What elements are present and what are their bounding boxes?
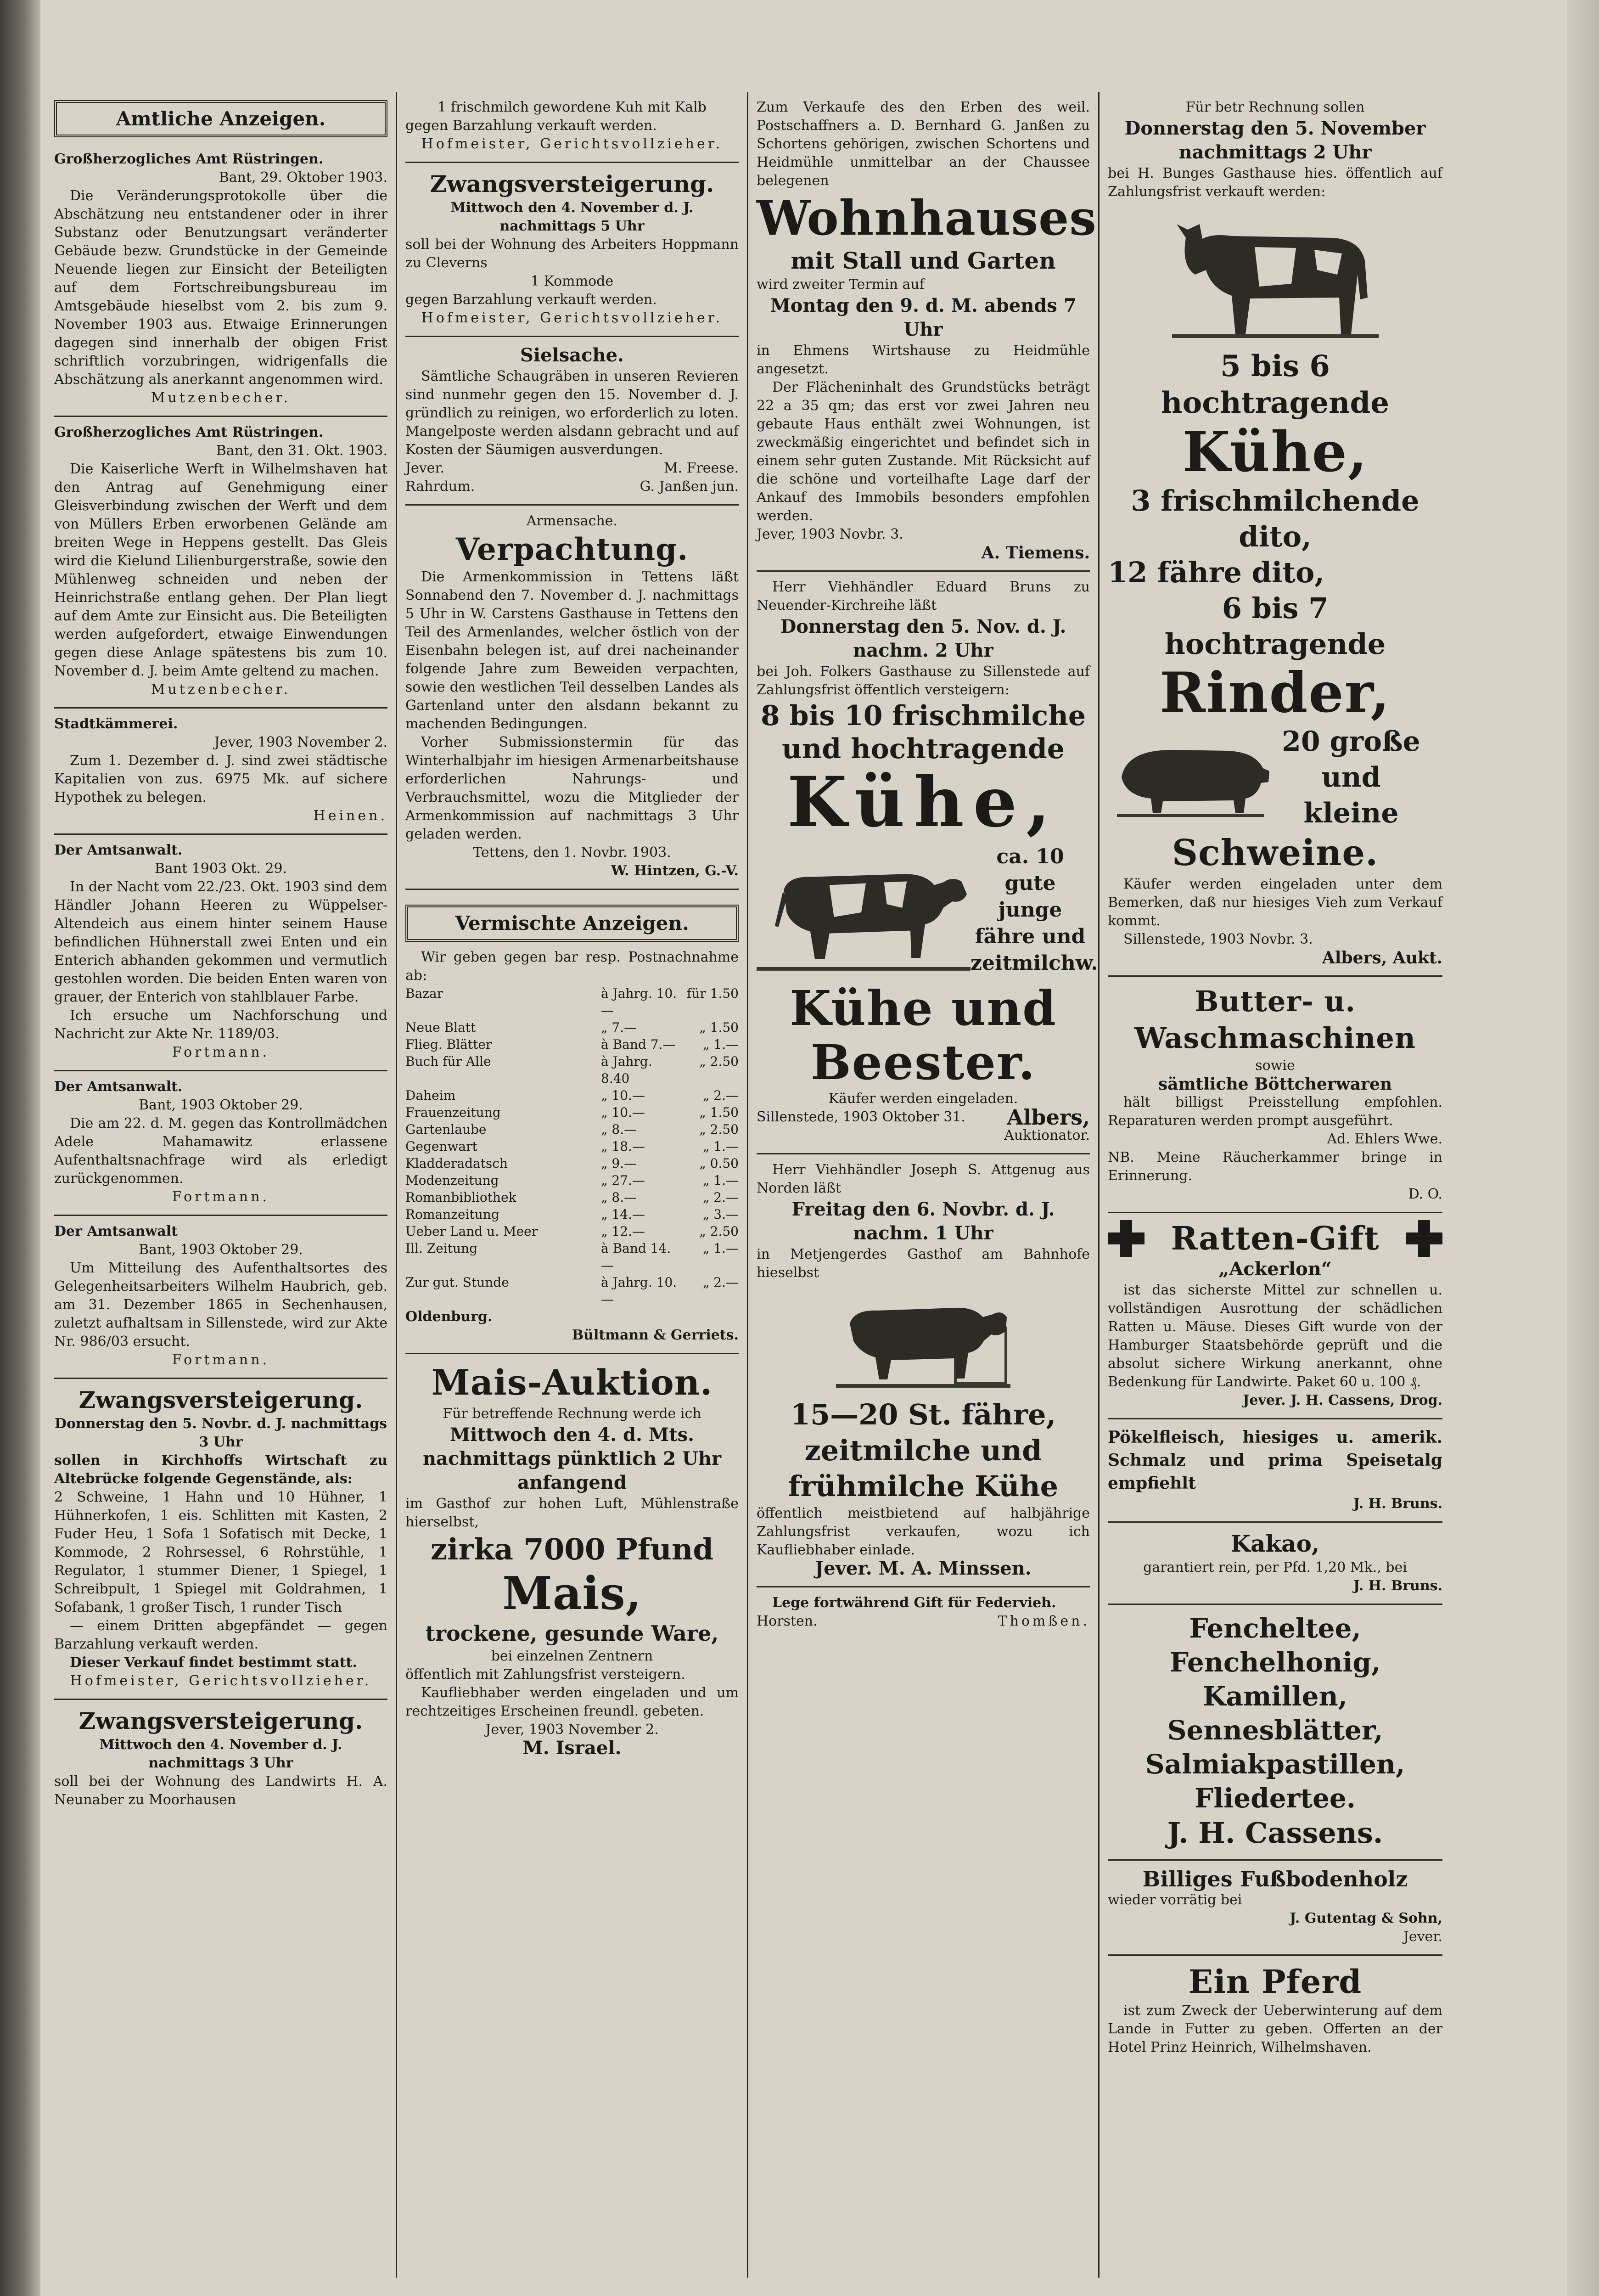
annual-price: à Jahrg. 10.— (601, 986, 677, 1018)
ad-text: Zum Verkaufe des den Erben des weil. Postschaffners a. D. Bernhard G. Janßen zu Schortens gehörigen, zwischen Schortens und Heidmühle unmittelbar an der Chaussee belegenen (757, 99, 1090, 189)
ad-pferd (1108, 1956, 1442, 2065)
ad-intro: Wir geben gegen bar resp. Postnachnahme ab: (405, 949, 739, 984)
notice-date: Bant, 1903 Oktober 29. (139, 1242, 303, 1258)
annual-price: „ 10.— (601, 1088, 645, 1103)
notice-signature: Mutzenbecher. (151, 681, 291, 698)
ad-line-4: 12 fähre dito, (1108, 556, 1324, 589)
ad-butter-waschmaschinen (1108, 977, 1442, 1213)
signature-row (405, 478, 739, 496)
annual-price: „ 8.— (601, 1190, 637, 1205)
ad-text-2: Käufer werden eingeladen unter dem Bemerken, daß nur hiesiges Vieh zum Verkauf kommt. (1108, 876, 1442, 929)
subscription-price: „ 1.— (702, 1241, 739, 1256)
magazine-name: Ueber Land u. Meer (405, 1224, 538, 1239)
ad-text: ist zum Zweck der Ueberwinterung auf dem Lande in Futter zu geben. Offerten an der Hotel Prinz Heinrich, Wilhelmshaven. (1108, 2003, 1442, 2055)
ad-text-2: wird zweiter Termin auf (757, 276, 925, 293)
auction-neunaber (54, 1700, 387, 1818)
notice-title: Verpachtung. (455, 531, 689, 567)
annual-price: à Band 7.— (601, 1037, 676, 1052)
notice-head: Der Amtsanwalt. (54, 1079, 183, 1095)
ad-text: garantiert rein, per Pfd. 1,20 Mk., bei (1143, 1559, 1407, 1576)
ad-line-2: Kühe, (1182, 420, 1368, 484)
notice-stadtkaemmerei (54, 709, 387, 835)
ad-date: Sillenstede, 1903 Novbr. 3. (1123, 931, 1313, 947)
place: Jever. (405, 460, 445, 476)
ad-title: Mais-Auktion. (431, 1362, 713, 1403)
price-row (405, 1121, 739, 1138)
ad-when: Montag den 9. d. M. abends 7 Uhr (770, 295, 1077, 340)
ad-big-1: 8 bis 10 frischmilche und hochtragende (761, 700, 1086, 765)
ad-title-row (1108, 1220, 1442, 1257)
ad-big-2: Kühe, (787, 762, 1060, 843)
signature: G. Janßen jun. (640, 478, 739, 495)
ad-item: Salmiakpastillen, (1145, 1749, 1405, 1780)
notice-amt-1 (54, 144, 387, 417)
notice-pre: Armensache. (526, 513, 618, 529)
notice-text: Sämtliche Schaugräben in unseren Revieren sind nunmehr gegen den 15. November d. J. gründlich zu reinigen, wo erforderlich zu loten. Mangelposte werden alsdann gebracht und auf Kosten der Säumigen ausverdungen. (405, 368, 739, 458)
magazine-name: Daheim (405, 1088, 456, 1103)
notice-signature: Fortmann. (172, 1189, 270, 1205)
cow-icon (1167, 206, 1383, 343)
ad-date: Jever, 1903 Novbr. 3. (757, 526, 903, 542)
notice-signature: W. Hintzen, G.-V. (611, 863, 739, 879)
auction-text: soll bei der Wohnung des Arbeiters Hoppmann zu Cleverns (405, 236, 739, 271)
ad-big-4: bei einzelnen Zentnern (491, 1648, 653, 1664)
column-1 (46, 92, 397, 2278)
auction-hoppmann (405, 163, 739, 337)
annual-price: „ 27.— (601, 1173, 645, 1188)
ad-date: Sillenstede, 1903 Oktober 31. (757, 1109, 965, 1125)
ad-when: Donnerstag den 5. November nachmittags 2 Uhr (1124, 118, 1426, 163)
subscription-price: „ 1.50 (699, 1105, 739, 1120)
column-3 (748, 92, 1100, 2278)
ad-cassens-tee (1108, 1605, 1442, 1861)
subscription-price: „ 2.— (702, 1275, 739, 1290)
auction-item: 1 Kommode (530, 273, 614, 289)
notice-amt-2 (54, 417, 387, 709)
notice-text: In der Nacht vom 22./23. Okt. 1903 sind dem Händler Johann Heeren zu Wüppelser-Altendeich aus einem hinter seinem Hause befindlichen Hühnerstall zwei Enten und ein Enterich abhanden gekommen und vermutlich gestohlen worden. Die beiden Enten waren von grauer, der Enterich von stahlblauer Farbe. (54, 879, 387, 1005)
column-2 (397, 92, 748, 2278)
notice-head: Der Amtsanwalt (54, 1223, 178, 1239)
ad-signature: Albers, Aukt. (1322, 948, 1442, 968)
auction-text: — einem Dritten abgepfändet — gegen Barzahlung verkauft werden. (54, 1618, 387, 1652)
magazine-name: Neue Blatt (405, 1020, 476, 1035)
price-row (405, 985, 739, 1019)
auction-when: Donnerstag den 5. Novbr. d. J. nachmittags 3 Uhr (54, 1416, 387, 1450)
section-header: Amtliche Anzeigen. (54, 100, 387, 137)
notice-signature: Fortmann. (172, 1352, 270, 1368)
magazine-name: Bazar (405, 986, 443, 1001)
ad-place: Oldenburg. (405, 1309, 493, 1325)
annual-price: „ 10.— (601, 1105, 645, 1120)
notice-head: Stadtkämmerei. (54, 716, 178, 732)
ad-text-2: öffentlich mit Zahlungsfrist versteigern. (405, 1666, 685, 1683)
ad-signature: Bültmann & Gerriets. (572, 1327, 739, 1343)
auction-where: sollen in Kirchhoffs Wirtschaft zu Altebrücke folgende Gegenstände, als: (54, 1452, 387, 1487)
page-edge (1567, 0, 1599, 2296)
ad-text: Für betreffende Rechnung werde ich (443, 1406, 701, 1422)
ad-title: Kakao, (1230, 1530, 1320, 1557)
auction-title: Zwangsversteigerung. (430, 170, 714, 197)
auction-signature: Hofmeister, Gerichtsvollzieher. (421, 310, 723, 326)
ad-text-3: Kaufliebhaber werden eingeladen und um rechtzeitiges Erscheinen freundl. gebeten. (405, 1685, 739, 1719)
cow-icon (836, 1287, 1010, 1392)
ad-line-8: Schweine. (1172, 832, 1379, 874)
magazine-name: Romanbibliothek (405, 1190, 516, 1205)
ad-ratten-gift (1108, 1213, 1442, 1419)
magazine-name: Romanzeitung (405, 1207, 499, 1222)
signature-row (757, 1612, 1090, 1631)
ad-big-3: Kühe und Beester. (790, 980, 1057, 1091)
magazine-name: Zur gut. Stunde (405, 1275, 509, 1290)
place: Rahrdum. (405, 478, 475, 495)
notice-text: Die Kaiserliche Werft in Wilhelmshaven hat den Antrag auf Genehmigung einer Gleisverbindung zwischen der Werft und dem von Müllers Erben erworbenen Gelände am breiten Wege in Heppens gestellt. Das Gleis wird die Kielund Lilienburgerstraße, sowie den Mühlenweg schneiden und neben der Heinrichstraße entlang gehen. Der Plan liegt auf dem Amte zur Einsicht aus. Die Beteiligten werden aufgefordert, etwaige Einwendungen gegen diese Anlage spätestens bis zum 10. November d. J. beim Amte geltend zu machen. (54, 461, 387, 679)
auction-when: Mittwoch den 4. November d. J. nachmittags 3 Uhr (99, 1737, 342, 1771)
notice-date: Bant 1903 Okt. 29. (154, 861, 287, 877)
ad-title: Wohnhauses (757, 190, 1097, 246)
price-row (405, 1087, 739, 1104)
ad-poekelfleisch (1108, 1419, 1442, 1523)
notice-text: Die Armenkommission in Tettens läßt Sonnabend den 7. November d. J. nachmittags 5 Uhr in W. Carstens Gasthause in Tettens den Teil des Armenlandes, welcher östlich von der Eisenbahn belegen ist, auf drei nacheinander folgende Jahre zum Beweiden verpachten, sowie den westlichen Teil desselben Landes als Gartenland unter den alsdann bekannt zu machenden Bedingungen. (405, 569, 739, 732)
ad-signature: J. H. Bruns. (1353, 1496, 1442, 1512)
ad-signature: J. H. Bruns. (1353, 1578, 1442, 1594)
pig-icon (1108, 732, 1273, 823)
auction-text: gegen Barzahlung verkauft werden. (405, 118, 657, 134)
price-row (405, 1223, 739, 1240)
notice-date: Bant, 1903 Oktober 29. (139, 1097, 303, 1113)
ad-side: ca. 10 gute junge fähre und zeitmilchw. (971, 845, 1098, 975)
ad-text: Lege fortwährend Gift für Federvieh. (772, 1595, 1056, 1611)
ad-wohnhaus (757, 92, 1097, 572)
price-row (405, 1138, 739, 1155)
notice-signature: Mutzenbecher. (151, 390, 291, 406)
auction-item: 1 frischmilch gewordene Kuh mit Kalb (438, 99, 707, 115)
subscription-price: „ 3.— (702, 1207, 739, 1222)
ad-line-6: Rinder, (1159, 660, 1391, 725)
ad-item: Fencheltee, (1189, 1613, 1361, 1644)
annual-price: „ 18.— (601, 1139, 645, 1154)
ad-text: Für betr Rechnung sollen (1185, 99, 1365, 115)
annual-price: à Band 14.— (601, 1241, 671, 1273)
auction-items: 2 Schweine, 1 Hahn und 10 Hühner, 1 Hühnerkofen, 1 eis. Schlitten mit Kasten, 2 Fuder Heu, 1 Sofa 1 Sofatisch mit Decke, 1 Kommode, 2 Rohrsessel, 6 Rohrstühle, 1 Regulator, 1 stummer Diener, 1 Spiegel, 1 Schreibpult, 1 Spiegel mit Goldrahmen, 1 Sofabank, 1 großer Tisch, 1 runder Tisch (54, 1489, 387, 1615)
ad-bruns-kuehe (757, 572, 1098, 1154)
annual-price: „ 8.— (601, 1122, 637, 1137)
annual-price: „ 14.— (601, 1207, 645, 1222)
price-row (405, 1274, 739, 1308)
notice-text-2: Ich ersuche um Nachforschung und Nachricht zur Akte Nr. 1189/03. (54, 1007, 387, 1042)
ad-where: im Gasthof zur hohen Luft, Mühlenstraße hierselbst, (405, 1496, 739, 1530)
ad-gift-federvieh (757, 1587, 1090, 1639)
subscription-price: „ 1.— (702, 1139, 739, 1154)
price-row (405, 1240, 739, 1274)
magazine-name: Buch für Alle (405, 1054, 491, 1069)
ad-title: Butter- u. Waschmaschinen (1134, 985, 1416, 1055)
ad-title: Ratten-Gift (1171, 1219, 1380, 1257)
magazine-name: Flieg. Blätter (405, 1037, 492, 1052)
price-row (405, 1155, 739, 1172)
ad-signature: M. Israel. (522, 1737, 622, 1759)
ad-item: Fliedertee. (1195, 1783, 1356, 1814)
ad-sub-2: sämtliche Böttcherwaren (1158, 1075, 1392, 1094)
notice-verpachtung (405, 506, 739, 890)
ad-text: Herr Viehhändler Eduard Bruns zu Neuender-Kirchreihe läßt (757, 579, 1090, 613)
ad-big-1: zirka 7000 Pfund (430, 1532, 714, 1567)
auction-when: Mittwoch den 4. November d. J. nachmittags 5 Uhr (450, 200, 694, 234)
auction-title: Zwangsversteigerung. (79, 1386, 363, 1413)
notice-signature: Heinen. (313, 808, 387, 824)
ad-when: Mittwoch den 4. d. Mts. nachmittags pünktlich 2 Uhr anfangend (422, 1424, 722, 1493)
auction-text: soll bei der Wohnung des Landwirts H. A. Neunaber zu Moorhausen (54, 1773, 387, 1808)
notice-amtsanwalt-3 (54, 1216, 387, 1379)
notice-amtsanwalt-2 (54, 1071, 387, 1216)
ad-text: Pökelfleisch, hiesiges u. amerik. Schmalz und prima Speisetalg empfiehlt (1108, 1428, 1442, 1493)
price-row (405, 1104, 739, 1121)
notice-signature: Fortmann. (172, 1044, 270, 1060)
annual-price: à Jahrg. 8.40 (601, 1054, 652, 1086)
notice-sielsache (405, 337, 739, 506)
subscription-price: „ 2.— (702, 1088, 739, 1103)
ad-where: bei H. Bunges Gasthause hies. öffentlich auf Zahlungsfrist verkauft werden: (1108, 165, 1442, 200)
magazine-name: Gegenwart (405, 1139, 477, 1154)
ad-nb-signature: D. O. (1408, 1186, 1442, 1202)
ad-text-3: Der Flächeninhalt des Grundstücks beträgt 22 a 35 qm; das erst vor zwei Jahren neu gebaute Haus enthält zwei Wohnungen, ist zweckmäßig eingerichtet und befindet sich in einem sehr guten Zustande. Mit Rücksicht auf die schöne und vorteilhafte Lage darf der Ankauf des Immobils besonders empfohlen werden. (757, 379, 1090, 524)
ad-title: Ein Pferd (1188, 1963, 1362, 2001)
ad-text: hält billigst Preisstellung empfohlen. Reparaturen werden prompt ausgeführt. (1108, 1094, 1442, 1129)
subscription-price: „ 2.50 (699, 1122, 739, 1137)
ad-when: Donnerstag den 5. Nov. d. J. nachm. 2 Uhr (780, 616, 1066, 661)
ad-subtitle: mit Stall und Garten (791, 247, 1056, 274)
ad-place: Jever. (1403, 1929, 1442, 1945)
notice-date: Jever, 1903 November 2. (214, 734, 387, 750)
ad-line-7: 20 große und kleine (1282, 726, 1420, 829)
auction-kuh (405, 92, 739, 163)
ad-mais-auktion (405, 1354, 739, 1766)
ad-item: Kamillen, (1203, 1681, 1347, 1712)
ad-role: Auktionator. (1004, 1127, 1090, 1143)
ad-where: in Ehmens Wirtshause zu Heidmühle angesetzt. (757, 343, 1090, 377)
ad-signature: Albers, (1007, 1105, 1090, 1130)
ad-when: Freitag den 6. Novbr. d. J. nachm. 1 Uhr (791, 1199, 1055, 1244)
signature: M. Freese. (663, 460, 739, 476)
auction-signature: Hofmeister, Gerichtsvollzieher. (421, 136, 723, 152)
ad-zeitschriften (405, 890, 739, 1354)
ad-where: in Metjengerdes Gasthof am Bahnhofe hieselbst (757, 1246, 1090, 1281)
annual-price: „ 12.— (601, 1224, 645, 1239)
ad-line-5: 6 bis 7 hochtragende (1164, 591, 1386, 661)
auction-note: Dieser Verkauf findet bestimmt statt. (70, 1654, 357, 1671)
ad-big-2: Mais, (502, 1567, 642, 1620)
price-row (405, 1053, 739, 1087)
annual-price: à Jahrg. 10.— (601, 1275, 677, 1307)
notice-date: Bant, 29. Oktober 1903. (219, 169, 387, 186)
ad-big-3: trockene, gesunde Ware, (425, 1621, 719, 1646)
notice-head: Großherzogliches Amt Rüstringen. (54, 424, 324, 440)
ad-item: Fenchelhonig, (1169, 1647, 1381, 1678)
ad-text: ist das sicherste Mittel zur schnellen u. vollständigen Ausrottung der schädlichen Ratten u. Mäuse. Dieses Gift wurde von der Hamburger Staatsbehörde geprüft und die absolut sichere Wirkung anerkannt, ohne Bedenkung für Landwirte. Paket 60 u. 100 ₰. (1108, 1282, 1442, 1390)
subscription-price: für 1.50 (686, 986, 739, 1001)
annual-price: „ 9.— (601, 1156, 637, 1171)
notice-amtsanwalt-1 (54, 835, 387, 1071)
ad-signature: A. Tiemens. (981, 543, 1090, 563)
ad-date: Jever, 1903 November 2. (485, 1722, 659, 1738)
ad-text: Herr Viehhändler Joseph S. Attgenug aus Norden läßt (757, 1162, 1090, 1196)
page-gutter (0, 0, 40, 2296)
ad-line-3: 3 frischmilchende dito, (1131, 484, 1419, 553)
price-row (405, 1019, 739, 1036)
ad-item: Sennesblätter, (1167, 1715, 1383, 1746)
ad-line-1: 5 bis 6 hochtragende (1161, 349, 1389, 420)
ad-nb: NB. Meine Räucherkammer bringe in Erinnerung. (1108, 1149, 1442, 1184)
ad-attgenug-kuehe (757, 1154, 1090, 1587)
magazine-name: Kladderadatsch (405, 1156, 508, 1171)
ad-signature: J. H. Cassens. (1167, 1816, 1383, 1850)
ad-sub: sowie (1255, 1058, 1295, 1074)
auction-title: Zwangsversteigerung. (79, 1707, 363, 1734)
price-table (405, 985, 739, 1308)
ad-big-1: 15—20 St. fähre, zeitmilche und frühmilche Kühe (788, 1398, 1059, 1503)
subscription-price: „ 2.50 (699, 1224, 739, 1239)
notice-date: Tettens, den 1. Novbr. 1903. (473, 844, 671, 861)
magazine-name: Modenzeitung (405, 1173, 499, 1188)
ad-signature: J. Gutentag & Sohn, (1290, 1910, 1442, 1926)
notice-text: Die am 22. d. M. gegen das Kontrollmädchen Adele Mahamawitz erlassene Aufenthaltsnachfrage wird als erledigt zurückgenommen. (54, 1115, 387, 1187)
notice-text-2: Vorher Submissionstermin für das Winterhalbjahr im hiesigen Armenarbeitshause erforderlichen Nahrungs- und Verbrauchsmittel, wozu die Mitglieder der Armenkommission auf nachmittags 3 Uhr geladen werden. (405, 734, 739, 842)
ad-signature: Jever. J. H. Cassens, Drog. (1243, 1392, 1442, 1408)
ad-signature: Jever. M. A. Minssen. (815, 1558, 1032, 1579)
auction-kirchhoff (54, 1379, 387, 1700)
signature-row (405, 459, 739, 478)
subscription-price: „ 1.— (702, 1037, 739, 1052)
subscription-price: „ 1.— (702, 1173, 739, 1188)
ad-kakao (1108, 1523, 1442, 1605)
ad-bunge-vieh (1108, 92, 1442, 977)
notice-date: Bant, den 31. Okt. 1903. (216, 443, 387, 459)
place: Horsten. (757, 1613, 818, 1629)
auction-text-2: gegen Barzahlung verkauft werden. (405, 292, 657, 308)
signature: Thomßen. (998, 1613, 1090, 1629)
ad-name: „Ackerlon“ (1218, 1258, 1332, 1280)
section-header: Vermischte Anzeigen. (405, 905, 739, 942)
subscription-price: „ 2.50 (699, 1054, 739, 1069)
pig-row (1108, 724, 1442, 831)
notice-title: Sielsache. (520, 344, 624, 366)
annual-price: „ 7.— (601, 1020, 637, 1035)
price-row (405, 1189, 739, 1206)
notice-text: Um Mitteilung des Aufenthaltsortes des Gelegenheitsarbeiters Wilhelm Haubrich, geb. am 31. Dezember 1865 in Sechenhausen, zuletzt aufhaltsam in Sillenstede, wird zur Akte Nr. 986/03 ersucht. (54, 1260, 387, 1350)
ad-text-2: Käufer werden eingeladen. (828, 1091, 1018, 1107)
newspaper-page (46, 92, 1478, 2278)
ad-text-2: öffentlich meistbietend auf halbjährige Zahlungsfrist verkaufen, wozu ich Kaufliebhaber einlade. (757, 1505, 1090, 1558)
price-row (405, 1172, 739, 1189)
ad-text: wieder vorrätig bei (1108, 1892, 1242, 1908)
magazine-name: Ill. Zeitung (405, 1241, 477, 1256)
magazine-name: Gartenlaube (405, 1122, 487, 1137)
ad-fussbodenholz (1108, 1861, 1442, 1956)
cross-icon (1406, 1220, 1442, 1257)
cow-row (757, 839, 1098, 981)
notice-text: Die Veränderungsprotokolle über die Abschätzung neu entstandener oder in ihrer Substanz oder Benutzungsart veränderter Gebäude bezw. Grundstücke in der Gemeinde Neuende liegen zur Einsicht der Beteiligten auf dem Fortschreibungsbureau im Amtsgebäude hieselbst vom 2. bis zum 9. November 1903 aus. Etwaige Erinnerungen dagegen sind innerhalb der obigen Frist schriftlich vorzubringen, widrigenfalls die Abschätzung als anerkannt angenommen wird. (54, 188, 387, 388)
cow-icon (757, 844, 971, 977)
subscription-price: „ 0.50 (699, 1156, 739, 1171)
subscription-price: „ 1.50 (699, 1020, 739, 1035)
auction-signature: Hofmeister, Gerichtsvollzieher. (70, 1673, 372, 1689)
price-row (405, 1036, 739, 1053)
notice-head: Großherzogliches Amt Rüstringen. (54, 151, 324, 167)
cross-icon (1108, 1220, 1145, 1257)
price-row (405, 1206, 739, 1223)
notice-text: Zum 1. Dezember d. J. sind zwei städtische Kapitalien von zus. 6975 Mk. auf sichere Hypothek zu belegen. (54, 753, 387, 805)
magazine-name: Frauenzeitung (405, 1105, 501, 1120)
column-4 (1100, 92, 1451, 2278)
signature-row (757, 1105, 1090, 1130)
notice-head: Der Amtsanwalt. (54, 842, 183, 858)
subscription-price: „ 2.— (702, 1190, 739, 1205)
ad-signature: Ad. Ehlers Wwe. (1327, 1131, 1442, 1147)
ad-title: Billiges Fußbodenholz (1142, 1867, 1408, 1891)
ad-where: bei Joh. Folkers Gasthause zu Sillenstede auf Zahlungsfrist öffentlich versteigern: (757, 664, 1090, 698)
